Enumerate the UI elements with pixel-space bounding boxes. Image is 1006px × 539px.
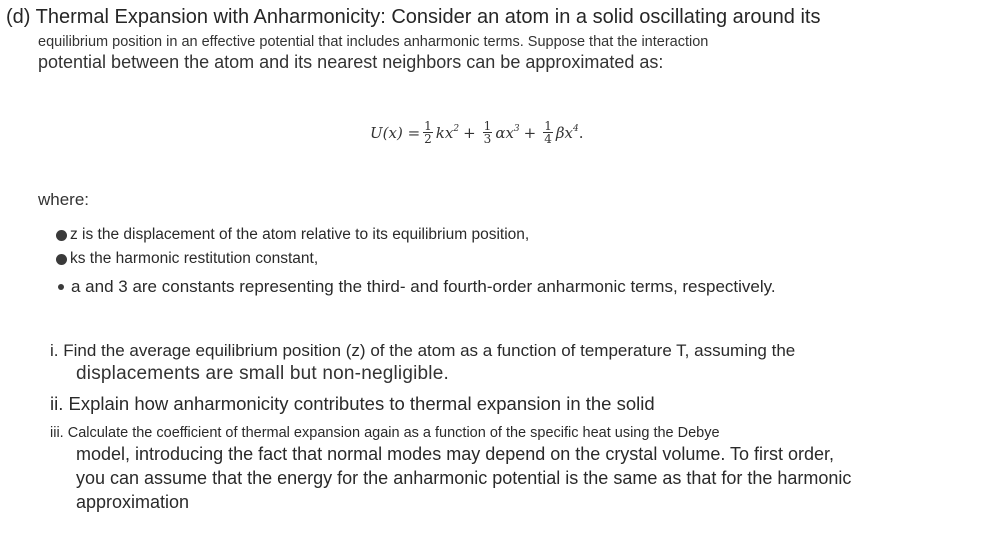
term-harmonic: $kx^2$ — [435, 123, 460, 142]
question-3-line-4: approximation — [76, 492, 190, 512]
intro-line-1: equilibrium position in an effective potential that includes anharmonic terms. Suppose that the interaction — [38, 34, 709, 50]
fraction-quarter: $\frac{1}{4}$ — [544, 119, 552, 146]
potential-formula — [370, 120, 584, 145]
formula-end: . — [578, 123, 584, 142]
list-item: a and 3 are constants representing the third- and fourth-order anharmonic terms, respectively. — [56, 277, 776, 297]
fraction-half: $\frac{1}{2}$ — [424, 119, 432, 146]
question-3-line-2: model, introducing the fact that normal modes may depend on the crystal volume. To first order, — [76, 444, 835, 464]
where-label: where: — [38, 190, 90, 209]
bullet-icon — [56, 254, 67, 265]
bullet-icon — [58, 284, 64, 290]
fraction-third: $\frac{1}{3}$ — [483, 119, 492, 146]
plus-sign: + — [523, 123, 537, 142]
intro-line-2: potential between the atom and its nearest neighbors can be approximated as: — [38, 52, 664, 72]
bullet-icon — [56, 230, 67, 241]
question-1-line-2: displacements are small but non-negligible. — [76, 363, 449, 384]
list-item: ks the harmonic restitution constant, — [56, 250, 318, 268]
question-2: ii. Explain how anharmonicity contributes to thermal expansion in the solid — [50, 393, 655, 414]
term-quartic: $\beta x^4$ — [555, 123, 579, 142]
question-1-line-1: i. Find the average equilibrium position (z) of the atom as a function of temperature T, assuming the — [50, 341, 796, 360]
term-cubic: $\alpha x^3$ — [495, 123, 520, 142]
problem-title: (d) Thermal Expansion with Anharmonicity: Consider an atom in a solid oscillating around its — [6, 6, 821, 28]
question-3-line-3: you can assume that the energy for the anharmonic potential is the same as that for the harmonic — [76, 468, 852, 488]
list-item: z is the displacement of the atom relative to its equilibrium position, — [56, 226, 529, 244]
plus-sign: + — [463, 123, 476, 142]
formula-lhs: U(x) = — [370, 123, 421, 142]
question-3-line-1: iii. Calculate the coefficient of thermal expansion again as a function of the specific heat using the Debye — [50, 425, 720, 441]
